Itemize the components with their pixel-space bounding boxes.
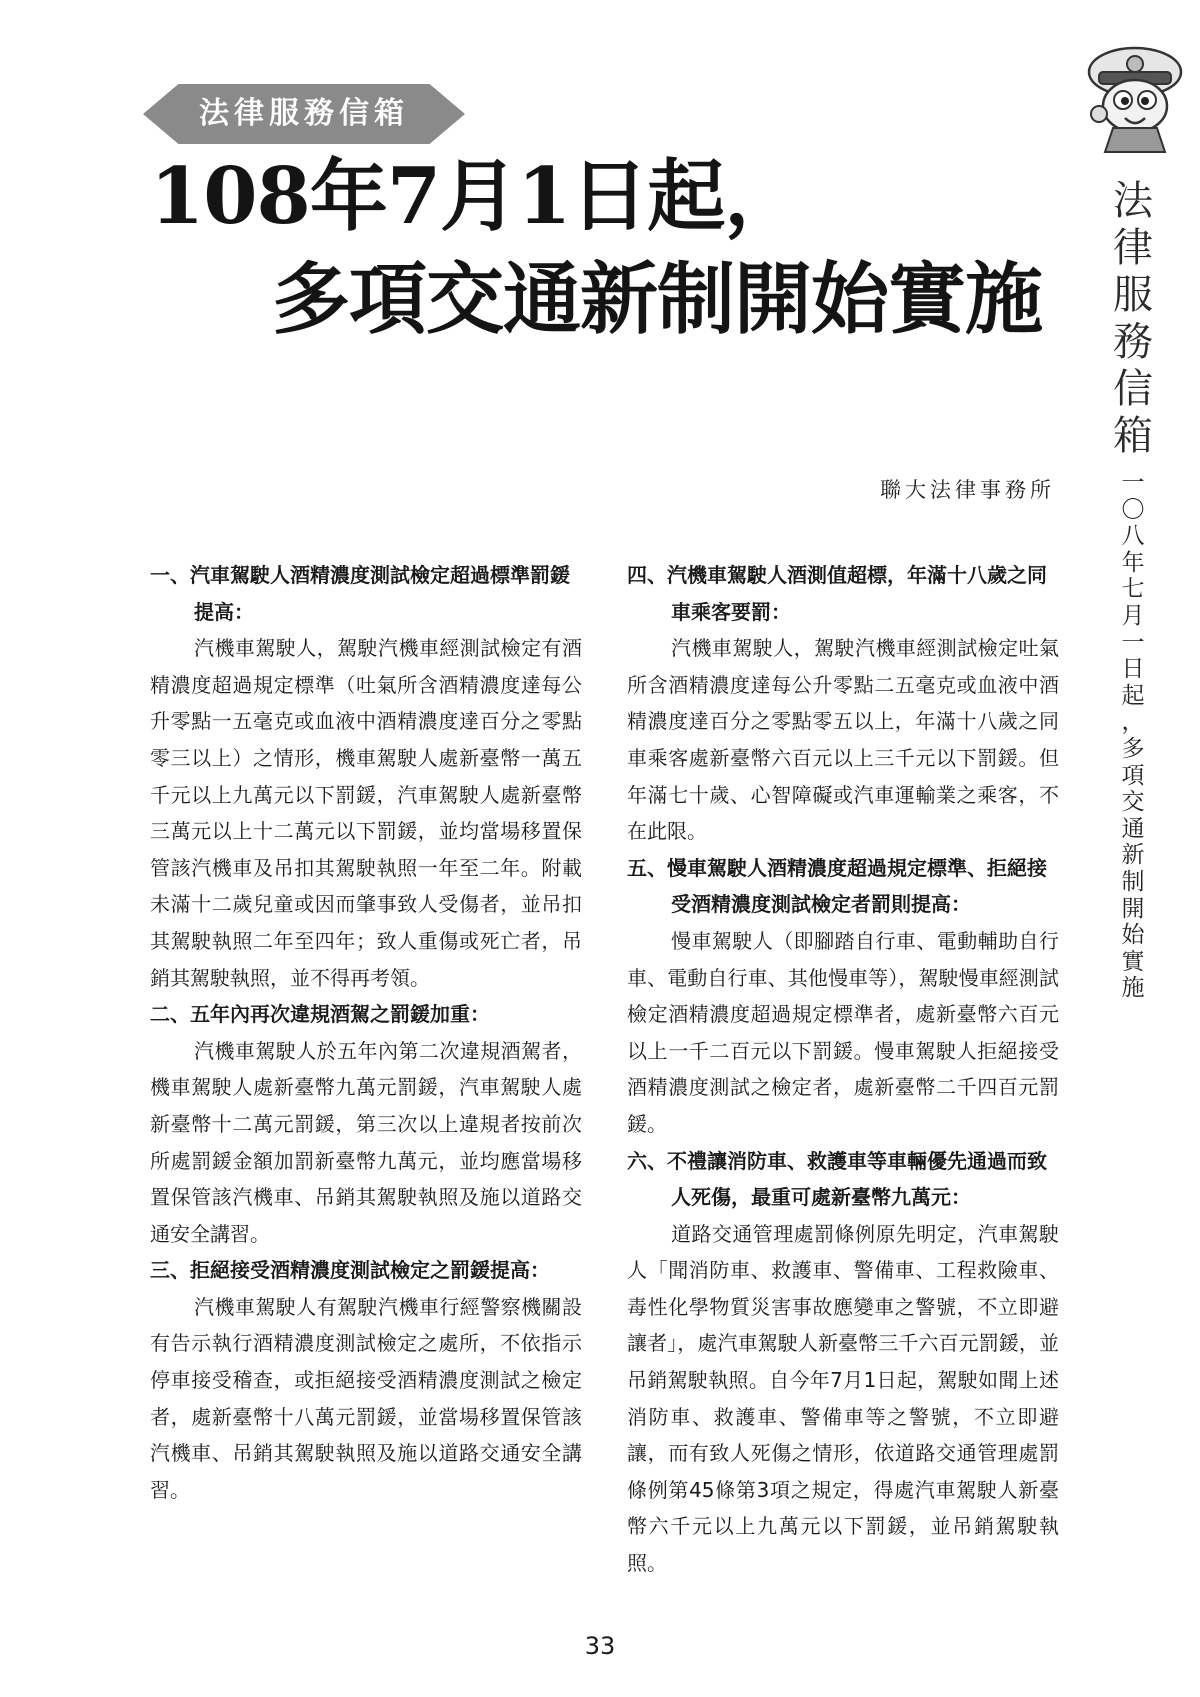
section-body: 汽機車駕駛人有駕駛汽機車行經警察機關設有告示執行酒精濃度測試檢定之處所，不依指示停車接受稽查，或拒絕接受酒精濃度測試之檢定者，處新臺幣十八萬元罰鍰，並當場移置保管該汽機車、吊銷其駕駛執照及施以道路交通安全講習。	[150, 1294, 582, 1502]
section-body: 慢車駕駛人（即腳踏自行車、電動輔助自行車、電動自行車、其他慢車等），駕駛慢車經測試檢定酒精濃度超過規定標準者，處新臺幣六百元以上一千二百元以下罰鍰。慢車駕駛人拒絕接受酒精濃度測試之檢定者，處新臺幣二千四百元罰鍰。	[627, 928, 1059, 1136]
page-number: 33	[584, 1632, 616, 1660]
vertical-subtitle-char: 開	[1121, 895, 1145, 922]
vertical-subtitle-char: 一	[1121, 470, 1145, 496]
vertical-subtitle-char: 年	[1121, 549, 1145, 576]
vertical-subtitle-char: 新	[1121, 842, 1145, 869]
police-mascot-icon	[1085, 42, 1185, 154]
section-heading: 六、不禮讓消防車、救護車等車輛優先通過而致人死傷，最重可處新臺幣九萬元：	[627, 1148, 1047, 1210]
vertical-section-label	[1108, 178, 1158, 460]
section-heading: 五、慢車駕駛人酒精濃度超過規定標準、拒絕接受酒精濃度測試檢定者罰則提高：	[627, 855, 1047, 917]
section-banner-label: 法律服務信箱	[199, 96, 409, 131]
article-title-line-2: 多項交通新制開始實施	[272, 254, 1043, 345]
vertical-subtitle-char: 項	[1121, 762, 1145, 789]
vertical-subtitle-char: 制	[1121, 868, 1145, 895]
vertical-subtitle-char: 通	[1121, 815, 1145, 842]
vertical-subtitle-char: 月	[1121, 602, 1145, 629]
vertical-subtitle-char: 實	[1121, 948, 1145, 975]
section-body: 汽機車駕駛人，駕駛汽機車經測試檢定吐氣所含酒精濃度達每公升零點二五毫克或血液中酒精濃度達百分之零點零五以上，年滿十八歲之同車乘客處新臺幣六百元以上三千元以下罰鍰。但年滿七十歲、心智障礙或汽車運輸業之乘客，不在此限。	[627, 636, 1059, 844]
vertical-title-char: 務	[1113, 319, 1153, 365]
section-body: 汽機車駕駛人於五年內第二次違規酒駕者，機車駕駛人處新臺幣九萬元罰鍰，汽車駕駛人處新臺幣十二萬元罰鍰，第三次以上違規者按前次所處罰鍰金額加罰新臺幣九萬元，並均應當場移置保管該汽機車、吊銷其駕駛執照及施以道路交通安全講習。	[150, 1038, 582, 1246]
author: 聯大法律事務所	[880, 478, 1055, 502]
vertical-article-label	[1108, 470, 1158, 1002]
vertical-subtitle-char: 始	[1121, 922, 1145, 949]
section-heading: 一、汽車駕駛人酒精濃度測試檢定超過標準罰鍰提高：	[150, 563, 570, 624]
vertical-subtitle-char: 八	[1121, 523, 1145, 550]
vertical-subtitle-char: ，	[1121, 709, 1145, 736]
section-heading: 三、拒絕接受酒精濃度測試檢定之罰鍰提高：	[150, 1258, 550, 1283]
vertical-subtitle-char: 起	[1121, 682, 1145, 709]
section-body: 汽機車駕駛人，駕駛汽機車經測試檢定有酒精濃度超過規定標準（吐氣所含酒精濃度達每公升零點一五毫克或血液中酒精濃度達百分之零點零三以上）之情形，機車駕駛人處新臺幣一萬五千元以上九萬元以下罰鍰，汽車駕駛人處新臺幣三萬元以上十二萬元以下罰鍰，並均當場移置保管該汽機車及吊扣其駕駛執照一年至二年。附載未滿十二歲兒童或因而肇事致人受傷者，並吊扣其駕駛執照二年至四年；致人重傷或死亡者，吊銷其駕駛執照，並不得再考領。	[150, 636, 582, 990]
article-title-line-1: 108年7月1日起，	[150, 151, 802, 242]
section-heading: 二、五年內再次違規酒駕之罰鍰加重：	[150, 1002, 490, 1027]
vertical-subtitle-char: 多	[1121, 735, 1145, 762]
vertical-title-char: 律	[1113, 225, 1153, 271]
right-column	[627, 557, 1059, 1582]
vertical-title-char: 箱	[1113, 413, 1153, 459]
left-column	[150, 557, 582, 1508]
vertical-subtitle-char: 〇	[1121, 496, 1145, 523]
section-heading: 四、汽機車駕駛人酒測值超標，年滿十八歲之同車乘客要罰：	[627, 563, 1047, 624]
vertical-title-char: 法	[1113, 178, 1153, 224]
vertical-subtitle-char: 七	[1121, 576, 1145, 603]
vertical-title-char: 信	[1113, 366, 1153, 412]
section-body: 道路交通管理處罰條例原先明定，汽車駕駛人「聞消防車、救護車、警備車、工程救險車、毒性化學物質災害事故應變車之警號，不立即避讓者」，處汽車駕駛人新臺幣三千六百元罰鍰，並吊銷駕駛執照。自今年7月1日起，駕駛如聞上述消防車、救護車、警備車等之警號，不立即避讓，而有致人死傷之情形，依道路交通管理處罰條例第45條第3項之規定，得處汽車駕駛人新臺幣六千元以上九萬元以下罰鍰，並吊銷駕駛執照。	[627, 1221, 1059, 1576]
vertical-subtitle-char: 施	[1121, 975, 1145, 1002]
vertical-subtitle-char: 日	[1121, 656, 1145, 683]
vertical-title-char: 服	[1113, 272, 1153, 318]
vertical-subtitle-char: 交	[1121, 789, 1145, 816]
vertical-subtitle-char: 一	[1121, 629, 1145, 656]
